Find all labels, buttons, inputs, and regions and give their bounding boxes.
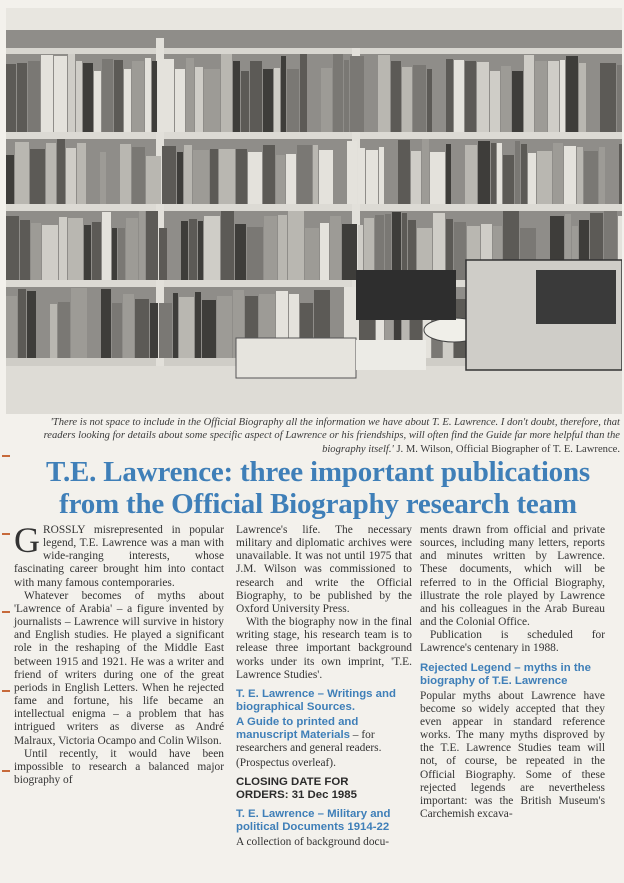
book-spine bbox=[535, 61, 547, 132]
book-spine bbox=[454, 60, 464, 132]
book-spine bbox=[84, 225, 91, 280]
book-spine bbox=[584, 151, 598, 204]
book-spine bbox=[17, 63, 27, 132]
col1-paragraph-3: Until recently, it would have been impossible to research a balanced major biography of bbox=[14, 747, 224, 786]
book-spine bbox=[31, 223, 41, 280]
book-spine bbox=[413, 65, 426, 132]
book-spine bbox=[264, 216, 277, 280]
book-spine bbox=[281, 56, 286, 132]
book-spine bbox=[126, 218, 138, 280]
book-spine bbox=[288, 211, 304, 280]
book-spine bbox=[263, 69, 273, 132]
drop-cap: G bbox=[14, 520, 40, 560]
book-spine bbox=[46, 143, 56, 204]
book-spine bbox=[152, 61, 157, 132]
book-spine bbox=[564, 146, 576, 204]
book-spine bbox=[221, 54, 232, 132]
book-spine bbox=[179, 297, 194, 358]
book-spine bbox=[15, 142, 29, 204]
book-spine bbox=[320, 223, 329, 280]
book-spine bbox=[68, 54, 75, 132]
book-spine bbox=[617, 65, 622, 132]
book-spine bbox=[358, 148, 365, 204]
book-spine bbox=[446, 59, 453, 132]
col1-p1-text: ROSSLY misrepresented in popular legend, T.E. Lawrence was a man with wide-ranging interests, whose fascinating career brought him into contact with many famous contemporaries. bbox=[14, 524, 224, 589]
book-spine bbox=[162, 146, 176, 204]
subheading-guide bbox=[236, 716, 412, 755]
book-spine bbox=[430, 152, 445, 204]
book-spine bbox=[579, 63, 586, 132]
book-spine bbox=[118, 228, 125, 280]
book-spine bbox=[321, 68, 332, 132]
book-spine bbox=[135, 299, 149, 358]
book-spine bbox=[553, 143, 563, 204]
book-spine bbox=[402, 213, 407, 280]
book-spine bbox=[344, 60, 349, 132]
col3-paragraph-2: Publication is scheduled for Lawrence's centenary in 1988. bbox=[420, 629, 605, 655]
book-spine bbox=[490, 71, 500, 132]
col1-paragraph-2: Whatever becomes of myths about 'Lawrence of Arabia' – a figure invented by journalists – Lawrence will survive in history and English studies. He played a significant role in the reshaping of the Middle East between 1915 and 1921. He was a writer and friend of writers during one of the great periods in English Letters. When he rejected fame and fortune, his life became an intellectual enigma – a problem that has intrigued writers as diverse as André Malraux, Victoria Ocampo and Colin Wilson. bbox=[14, 589, 224, 747]
subheading-military: T. E. Lawrence – Military and political Documents 1914-22 bbox=[236, 808, 391, 834]
col3-paragraph-3: Popular myths about Lawrence have become so widely accepted that they even appear in standard reference works. The many myths disproved by the T.E. Lawrence Studies team will not, of course, be repeated in the Official Biography. Some of these rejected legends are nevertheless important: was the British Museum's Carchemish excava- bbox=[420, 689, 605, 820]
book-spine bbox=[18, 289, 26, 358]
book-spine bbox=[503, 155, 514, 204]
col1-paragraph-1 bbox=[14, 520, 224, 590]
book-spine bbox=[132, 147, 145, 204]
margin-mark bbox=[2, 533, 10, 535]
closing-date-line-2: ORDERS: 31 Dec 1985 bbox=[236, 789, 357, 802]
book-spine bbox=[54, 56, 67, 132]
book-spine bbox=[146, 211, 158, 280]
photo-caption bbox=[30, 416, 620, 456]
column-3 bbox=[420, 524, 605, 821]
book-spine bbox=[112, 228, 117, 280]
book-spine bbox=[433, 213, 445, 280]
book-spine bbox=[59, 217, 67, 280]
col3-paragraph-1: ments drawn from official and private sources, including many letters, reports and minutes written by Lawrence. These documents, which will be referred to in the Official Biography, illustrate the role played by Lawrence and his colleagues in the Arab Bureau and the Colonial Office. bbox=[420, 524, 605, 629]
book-spine bbox=[132, 61, 144, 132]
book-spine bbox=[305, 228, 319, 280]
book-spine bbox=[233, 61, 240, 132]
book-spine bbox=[6, 155, 14, 204]
book-spine bbox=[478, 141, 490, 204]
book-spine bbox=[402, 67, 412, 132]
book-spine bbox=[524, 55, 534, 132]
book-spine bbox=[100, 152, 106, 204]
book-spine bbox=[186, 58, 194, 132]
book-spine bbox=[102, 212, 111, 280]
book-spine bbox=[42, 225, 58, 280]
book-spine bbox=[219, 149, 235, 204]
book-spine bbox=[497, 143, 502, 204]
book-spine bbox=[300, 54, 307, 132]
book-spine bbox=[202, 300, 216, 358]
headline-line-2: from the Official Biography research team bbox=[59, 488, 577, 520]
book-spine bbox=[210, 149, 218, 204]
book-spine bbox=[217, 296, 232, 358]
bookshelf-illustration bbox=[6, 8, 622, 414]
bookshelf-photo bbox=[6, 8, 622, 414]
book-spine bbox=[30, 149, 45, 204]
book-spine bbox=[342, 224, 357, 280]
book-spine bbox=[313, 145, 318, 204]
margin-mark bbox=[2, 611, 10, 613]
book-spine bbox=[330, 216, 341, 280]
caption-quote: 'There is not space to include in the Official Biography all the information we have about T. E. Lawrence. I don't doubt, therefore, that readers looking for details about some specific aspect of Lawrence or his friendships, will often find the Guide far more helpful than the biography itself.' bbox=[43, 417, 620, 455]
subheading-rejected-legend: Rejected Legend – myths in the biography of T.E. Lawrence bbox=[420, 661, 591, 687]
col2-paragraph-3: A collection of background docu- bbox=[236, 836, 390, 849]
book-spine bbox=[250, 61, 262, 132]
book-spine bbox=[204, 216, 220, 280]
book-spine bbox=[101, 289, 111, 358]
book-spine bbox=[150, 303, 158, 358]
book-spine bbox=[198, 221, 203, 280]
book-spine bbox=[193, 150, 209, 204]
book-spine bbox=[319, 150, 333, 204]
book-spine bbox=[392, 212, 401, 280]
book-spine bbox=[278, 215, 287, 280]
book-spine bbox=[521, 144, 527, 204]
book-spine bbox=[124, 69, 131, 132]
book-spine bbox=[560, 60, 565, 132]
book-spine bbox=[114, 60, 123, 132]
column-1 bbox=[14, 520, 224, 787]
book-spine bbox=[77, 143, 86, 204]
book-spine bbox=[398, 140, 410, 204]
book-spine bbox=[158, 59, 174, 132]
book-spine bbox=[515, 141, 520, 204]
book-spine bbox=[236, 149, 247, 204]
book-spine bbox=[195, 67, 203, 132]
book-spine bbox=[548, 61, 559, 132]
book-spine bbox=[189, 219, 197, 280]
book-spine bbox=[92, 222, 101, 280]
closing-date-line-1: CLOSING DATE FOR bbox=[236, 776, 349, 789]
book-spine bbox=[619, 144, 622, 204]
book-spine bbox=[139, 211, 145, 280]
margin-mark bbox=[2, 770, 10, 772]
margin-mark bbox=[2, 690, 10, 692]
book-spine bbox=[248, 152, 262, 204]
book-spine bbox=[411, 151, 421, 204]
book-spine bbox=[57, 139, 65, 204]
book-spine bbox=[465, 145, 477, 204]
guide-audience: – for researchers and general readers. bbox=[236, 728, 382, 754]
col2-paragraph-1: Lawrence's life. The necessary military and diplomatic archives were unavailable. It was not until 1975 that J.M. Wilson was commissioned to research and write the Official Biography, to be published by the Oxford University Press. bbox=[236, 524, 412, 615]
book-spine bbox=[379, 147, 384, 204]
book-spine bbox=[20, 220, 30, 280]
book-spine bbox=[391, 61, 401, 132]
book-spine bbox=[120, 144, 131, 204]
book-spine bbox=[6, 216, 19, 280]
book-spine bbox=[6, 64, 16, 132]
book-spine bbox=[247, 227, 263, 280]
book-spine bbox=[446, 144, 451, 204]
book-spine bbox=[184, 145, 192, 204]
book-spine bbox=[427, 69, 432, 132]
book-spine bbox=[366, 150, 378, 204]
book-spine bbox=[66, 148, 76, 204]
book-spine bbox=[600, 63, 616, 132]
book-spine bbox=[350, 56, 364, 132]
book-spine bbox=[102, 59, 113, 132]
book-spine bbox=[297, 145, 312, 204]
book-spine bbox=[159, 228, 167, 280]
book-spine bbox=[112, 303, 122, 358]
book-spine bbox=[528, 153, 536, 204]
book-spine bbox=[286, 154, 296, 204]
book-spine bbox=[28, 61, 40, 132]
prospectus-note: (Prospectus overleaf). bbox=[236, 756, 336, 769]
book-spine bbox=[76, 61, 82, 132]
column-2 bbox=[236, 524, 412, 849]
book-spine bbox=[477, 62, 489, 132]
book-spine bbox=[41, 55, 53, 132]
book-spine bbox=[58, 302, 70, 358]
book-spine bbox=[173, 293, 178, 358]
book-spine bbox=[333, 54, 343, 132]
col2-paragraph-2: With the biography now in the final writing stage, his research team is to release three important background works under its own imprint, 'T.E. Lawrence Studies'. bbox=[236, 616, 412, 681]
book-spine bbox=[347, 141, 357, 204]
book-spine bbox=[537, 151, 552, 204]
book-spine bbox=[566, 56, 578, 132]
book-spine bbox=[83, 63, 93, 132]
book-spine bbox=[287, 69, 299, 132]
book-spine bbox=[491, 143, 496, 204]
book-spine bbox=[181, 221, 188, 280]
book-spine bbox=[221, 211, 234, 280]
book-spine bbox=[577, 147, 583, 204]
book-spine bbox=[501, 66, 511, 132]
book-spine bbox=[50, 304, 57, 358]
book-spine bbox=[94, 71, 101, 132]
book-spine bbox=[145, 58, 151, 132]
book-spine bbox=[422, 139, 429, 204]
book-spine bbox=[378, 55, 390, 132]
book-spine bbox=[177, 152, 183, 204]
book-spine bbox=[465, 61, 476, 132]
book-spine bbox=[27, 291, 36, 358]
caption-attribution: J. M. Wilson, Official Biographer of T. E. Lawrence. bbox=[396, 443, 620, 455]
book-spine bbox=[159, 303, 172, 358]
book-spine bbox=[274, 68, 280, 132]
headline bbox=[14, 456, 622, 520]
book-spine bbox=[71, 288, 87, 358]
book-spine bbox=[599, 147, 605, 204]
book-spine bbox=[512, 71, 523, 132]
book-spine bbox=[235, 224, 246, 280]
guide-title: A Guide to printed and manuscript Materials bbox=[236, 715, 359, 741]
book-spine bbox=[276, 155, 285, 204]
book-spine bbox=[241, 71, 249, 132]
headline-line-1: T.E. Lawrence: three important publications bbox=[45, 456, 590, 488]
book-spine bbox=[204, 69, 220, 132]
book-spine bbox=[123, 294, 134, 358]
book-spine bbox=[263, 145, 275, 204]
margin-mark bbox=[2, 455, 10, 457]
book-spine bbox=[175, 69, 185, 132]
subheading-writings: T. E. Lawrence – Writings and biographical Sources. bbox=[236, 687, 396, 713]
book-spine bbox=[146, 156, 161, 204]
book-spine bbox=[6, 296, 17, 358]
book-spine bbox=[68, 218, 83, 280]
book-spine bbox=[195, 292, 201, 358]
